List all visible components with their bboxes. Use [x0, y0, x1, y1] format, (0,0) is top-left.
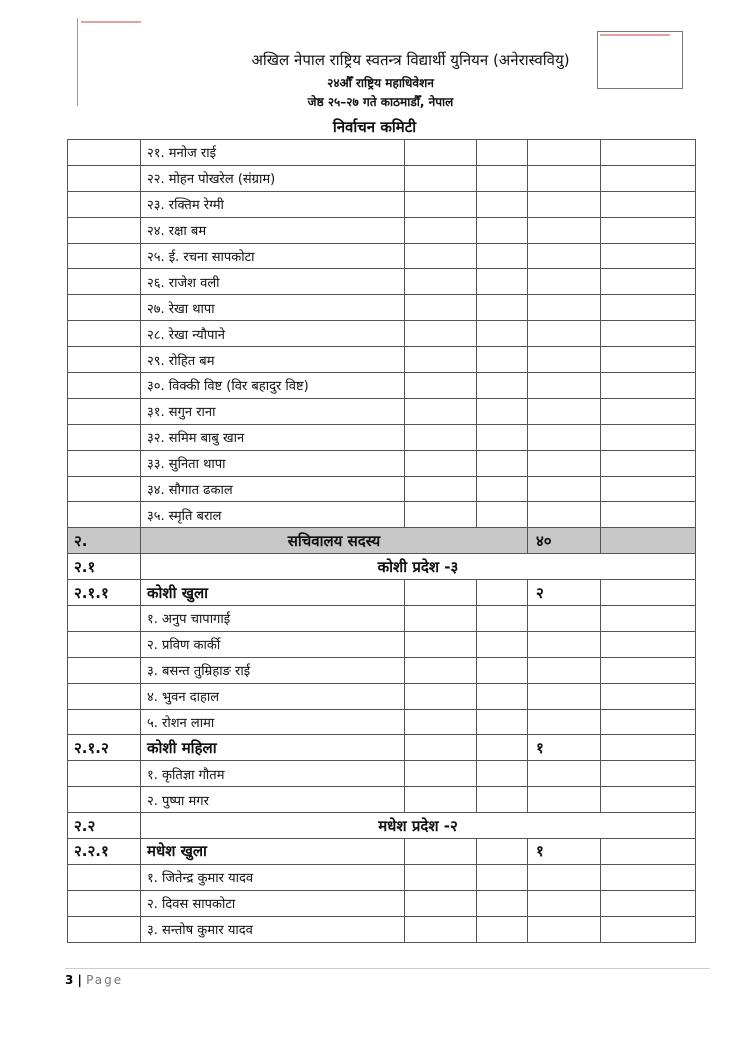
empty-cell	[601, 606, 696, 632]
section-title: निर्वाचन कमिटी	[332, 118, 417, 136]
member-row	[68, 424, 696, 450]
member-row	[68, 191, 696, 217]
empty-cell	[601, 476, 696, 502]
member-name: ३३. सुनिता थापा	[141, 450, 405, 476]
empty-cell	[601, 787, 696, 813]
serial-cell	[68, 683, 141, 709]
serial-cell	[68, 347, 141, 373]
member-row	[68, 631, 696, 657]
member-name: ३०. विक्की विष्ट (विर बहादुर विष्ट)	[141, 373, 405, 399]
page-indicator	[65, 973, 123, 987]
empty-cell	[601, 295, 696, 321]
empty-cell	[477, 450, 528, 476]
empty-cell	[405, 761, 477, 787]
member-name: ३. सन्तोष कुमार यादव	[141, 916, 405, 942]
empty-cell	[528, 321, 601, 347]
member-row	[68, 864, 696, 890]
empty-cell	[477, 321, 528, 347]
empty-cell	[405, 269, 477, 295]
empty-cell	[405, 657, 477, 683]
empty-cell	[405, 580, 477, 606]
member-row	[68, 476, 696, 502]
empty-cell	[528, 476, 601, 502]
group-count: १	[528, 839, 601, 865]
empty-cell	[405, 424, 477, 450]
member-row	[68, 890, 696, 916]
empty-cell	[601, 735, 696, 761]
group-row	[68, 839, 696, 865]
member-name: ३४. सौगात ढकाल	[141, 476, 405, 502]
empty-cell	[528, 373, 601, 399]
empty-cell	[477, 839, 528, 865]
member-row	[68, 269, 696, 295]
member-name: २४. रक्षा बम	[141, 217, 405, 243]
empty-cell	[601, 761, 696, 787]
empty-cell	[477, 295, 528, 321]
serial-cell	[68, 295, 141, 321]
group-title: कोशी खुला	[141, 580, 405, 606]
empty-cell	[601, 217, 696, 243]
member-row	[68, 683, 696, 709]
member-name: ३. बसन्त तुम्रिहाङ राई	[141, 657, 405, 683]
member-row	[68, 787, 696, 813]
serial-cell	[68, 450, 141, 476]
empty-cell	[477, 191, 528, 217]
empty-cell	[405, 321, 477, 347]
empty-cell	[405, 450, 477, 476]
empty-cell	[601, 373, 696, 399]
committee-table	[67, 139, 696, 943]
member-name: २६. राजेश वली	[141, 269, 405, 295]
empty-cell	[477, 890, 528, 916]
member-row	[68, 165, 696, 191]
empty-cell	[601, 450, 696, 476]
member-name: २२. मोहन पोखरेल (संग्राम)	[141, 165, 405, 191]
member-name: १. कृतिज्ञा गौतम	[141, 761, 405, 787]
empty-cell	[477, 916, 528, 942]
member-name: २५. ई. रचना सापकोटा	[141, 243, 405, 269]
member-name: २३. रक्तिम रेग्मी	[141, 191, 405, 217]
empty-cell	[601, 839, 696, 865]
province-number: २.१	[68, 554, 141, 580]
page-number: 3	[65, 973, 74, 987]
group-count: १	[528, 735, 601, 761]
empty-cell	[601, 890, 696, 916]
member-name: ३२. समिम बाबु खान	[141, 424, 405, 450]
empty-cell	[601, 398, 696, 424]
category-number: २.	[68, 528, 141, 554]
group-number: २.१.१	[68, 580, 141, 606]
empty-cell	[477, 580, 528, 606]
empty-cell	[528, 787, 601, 813]
member-name: २. प्रविण कार्की	[141, 631, 405, 657]
member-name: २. पुष्पा मगर	[141, 787, 405, 813]
empty-cell	[405, 502, 477, 528]
group-number: २.१.२	[68, 735, 141, 761]
empty-cell	[477, 787, 528, 813]
serial-cell	[68, 140, 141, 166]
empty-cell	[601, 864, 696, 890]
empty-cell	[477, 140, 528, 166]
member-name: २१. मनोज राई	[141, 140, 405, 166]
member-name: १. जितेन्द्र कुमार यादव	[141, 864, 405, 890]
empty-cell	[405, 839, 477, 865]
member-row	[68, 916, 696, 942]
empty-cell	[405, 295, 477, 321]
member-row	[68, 450, 696, 476]
member-name: २८. रेखा न्यौपाने	[141, 321, 405, 347]
serial-cell	[68, 321, 141, 347]
category-count: ४०	[528, 528, 601, 554]
logo-caption-mark	[81, 21, 141, 23]
organization-name: अखिल नेपाल राष्ट्रिय स्वतन्त्र विद्यार्थी युनियन (अनेरास्ववियु)	[251, 51, 570, 69]
member-name: ४. भुवन दाहाल	[141, 683, 405, 709]
empty-cell	[405, 165, 477, 191]
serial-cell	[68, 761, 141, 787]
group-number: २.२.१	[68, 839, 141, 865]
empty-cell	[405, 217, 477, 243]
group-title: कोशी महिला	[141, 735, 405, 761]
empty-cell	[528, 243, 601, 269]
group-row	[68, 580, 696, 606]
member-row	[68, 217, 696, 243]
member-row	[68, 321, 696, 347]
empty-cell	[528, 631, 601, 657]
empty-cell	[601, 424, 696, 450]
empty-cell	[528, 916, 601, 942]
empty-cell	[528, 864, 601, 890]
empty-cell	[477, 347, 528, 373]
member-name: २९. रोहित बम	[141, 347, 405, 373]
empty-cell	[405, 243, 477, 269]
serial-cell	[68, 424, 141, 450]
category-row	[68, 528, 696, 554]
group-count: २	[528, 580, 601, 606]
page-separator: |	[73, 973, 87, 987]
serial-cell	[68, 657, 141, 683]
serial-cell	[68, 398, 141, 424]
province-row	[68, 554, 696, 580]
empty-cell	[477, 476, 528, 502]
serial-cell	[68, 864, 141, 890]
member-row	[68, 243, 696, 269]
empty-cell	[601, 683, 696, 709]
empty-cell	[405, 140, 477, 166]
empty-cell	[601, 528, 696, 554]
empty-cell	[477, 631, 528, 657]
empty-cell	[477, 217, 528, 243]
serial-cell	[68, 191, 141, 217]
member-name: २७. रेखा थापा	[141, 295, 405, 321]
province-row	[68, 813, 696, 839]
empty-cell	[601, 709, 696, 735]
empty-cell	[477, 373, 528, 399]
empty-cell	[405, 864, 477, 890]
serial-cell	[68, 631, 141, 657]
province-number: २.२	[68, 813, 141, 839]
member-row	[68, 347, 696, 373]
member-name: ३५. स्मृति बराल	[141, 502, 405, 528]
empty-cell	[477, 735, 528, 761]
page-footer	[65, 968, 710, 987]
empty-cell	[528, 683, 601, 709]
empty-cell	[405, 606, 477, 632]
empty-cell	[601, 631, 696, 657]
empty-cell	[528, 398, 601, 424]
member-row	[68, 761, 696, 787]
empty-cell	[477, 398, 528, 424]
empty-cell	[528, 269, 601, 295]
convention-date-place: जेष्ठ २५–२७ गते काठमाडौँ, नेपाल	[307, 95, 454, 109]
serial-cell	[68, 165, 141, 191]
empty-cell	[477, 683, 528, 709]
serial-cell	[68, 916, 141, 942]
member-row	[68, 502, 696, 528]
serial-cell	[68, 709, 141, 735]
empty-cell	[528, 450, 601, 476]
empty-cell	[528, 191, 601, 217]
convention-title: २४औँ राष्ट्रिय महाधिवेशन	[327, 76, 434, 90]
empty-cell	[477, 269, 528, 295]
empty-cell	[601, 191, 696, 217]
serial-cell	[68, 502, 141, 528]
empty-cell	[477, 606, 528, 632]
empty-cell	[528, 502, 601, 528]
empty-cell	[528, 761, 601, 787]
empty-cell	[601, 657, 696, 683]
empty-cell	[477, 243, 528, 269]
empty-cell	[405, 191, 477, 217]
serial-cell	[68, 217, 141, 243]
empty-cell	[601, 140, 696, 166]
empty-cell	[528, 140, 601, 166]
province-title: मधेश प्रदेश -२	[141, 813, 696, 839]
serial-cell	[68, 787, 141, 813]
category-title: सचिवालय सदस्य	[141, 528, 528, 554]
empty-cell	[601, 165, 696, 191]
member-row	[68, 295, 696, 321]
member-name: १. अनुप चापागाई	[141, 606, 405, 632]
serial-cell	[68, 476, 141, 502]
page-label: Page	[86, 973, 124, 987]
member-row	[68, 373, 696, 399]
serial-cell	[68, 243, 141, 269]
empty-cell	[528, 424, 601, 450]
empty-cell	[601, 502, 696, 528]
empty-cell	[477, 502, 528, 528]
serial-cell	[68, 890, 141, 916]
group-row	[68, 735, 696, 761]
empty-cell	[528, 657, 601, 683]
member-name: ३१. सगुन राना	[141, 398, 405, 424]
empty-cell	[601, 580, 696, 606]
member-row	[68, 140, 696, 166]
empty-cell	[528, 217, 601, 243]
empty-cell	[477, 165, 528, 191]
empty-cell	[528, 709, 601, 735]
empty-cell	[405, 735, 477, 761]
empty-cell	[477, 657, 528, 683]
empty-cell	[405, 787, 477, 813]
serial-cell	[68, 373, 141, 399]
empty-cell	[405, 347, 477, 373]
member-name: २. दिवस सापकोटा	[141, 890, 405, 916]
logo-caption-mark	[600, 34, 670, 36]
empty-cell	[601, 321, 696, 347]
empty-cell	[405, 916, 477, 942]
empty-cell	[477, 864, 528, 890]
member-name: ५. रोशन लामा	[141, 709, 405, 735]
empty-cell	[477, 761, 528, 787]
member-row	[68, 657, 696, 683]
empty-cell	[405, 683, 477, 709]
group-title: मधेश खुला	[141, 839, 405, 865]
member-row	[68, 398, 696, 424]
empty-cell	[601, 243, 696, 269]
empty-cell	[528, 347, 601, 373]
empty-cell	[405, 476, 477, 502]
serial-cell	[68, 269, 141, 295]
province-title: कोशी प्रदेश -३	[141, 554, 696, 580]
empty-cell	[528, 606, 601, 632]
member-row	[68, 709, 696, 735]
empty-cell	[528, 295, 601, 321]
empty-cell	[477, 424, 528, 450]
empty-cell	[405, 631, 477, 657]
empty-cell	[601, 916, 696, 942]
empty-cell	[405, 890, 477, 916]
empty-cell	[528, 890, 601, 916]
serial-cell	[68, 606, 141, 632]
empty-cell	[601, 347, 696, 373]
empty-cell	[405, 398, 477, 424]
empty-cell	[528, 165, 601, 191]
member-row	[68, 606, 696, 632]
empty-cell	[405, 709, 477, 735]
empty-cell	[405, 373, 477, 399]
empty-cell	[477, 709, 528, 735]
empty-cell	[601, 269, 696, 295]
